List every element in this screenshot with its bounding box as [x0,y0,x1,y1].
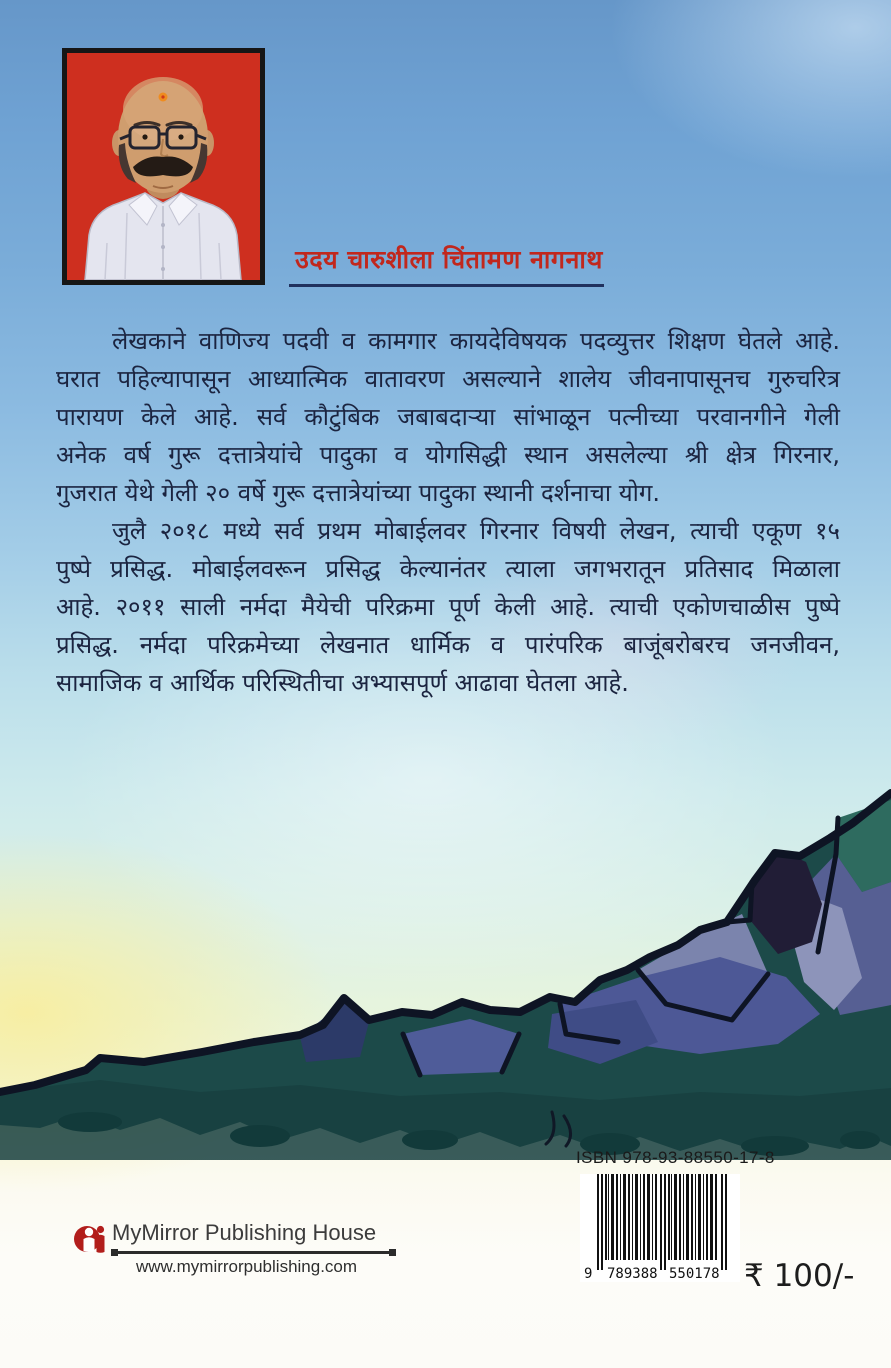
publisher-block [70,1214,410,1284]
barcode-digits-group2: 550178 [669,1266,720,1282]
bio-line: गुजरात येथे गेली २० वर्षे गुरू दत्तात्रेयांच्या पादुका स्थानी दर्शनाचा योग. [56,479,660,507]
bio-line: घरात पहिल्यापासून आध्यात्मिक वातावरण असल्याने शालेय जीवनापासूनच गुरुचरित्र [56,365,840,393]
bio-line: पुष्पे प्रसिद्ध. मोबाईलवरून प्रसिद्ध केल्यानंतर त्याला जगभरातून प्रतिसाद मिळाला [56,555,840,583]
bio-line: अनेक वर्ष गुरू दत्तात्रेयांचे पादुका व योगसिद्धी स्थान असलेल्या श्री क्षेत्र गिरनार, [56,441,840,469]
author-name-underline [289,284,604,287]
bio-line: प्रसिद्ध. नर्मदा परिक्रमेच्या लेखनात धार्मिक व पारंपरिक बाजूंबरोबरच जनजीवन, [56,631,840,659]
author-portrait-illustration [67,53,260,280]
author-bio [56,322,840,702]
barcode-graphic [580,1174,740,1282]
bio-line: लेखकाने वाणिज्य पदवी व कामगार कायदेविषयक पदव्युत्तर शिक्षण घेतले आहे. [112,327,840,355]
bio-line: आहे. २०११ साली नर्मदा मैयेची परिक्रमा पूर्ण केली आहे. त्याची एकोणचाळीस पुष्पे [56,593,840,621]
publisher-website: www.mymirrorpublishing.com [136,1257,358,1276]
author-name: उदय चारुशीला चिंतामण नागनाथ [295,245,603,274]
isbn-label: ISBN 978-93-88550-17-8 [576,1148,775,1167]
publisher-divider [113,1251,394,1254]
mountain-painting [0,740,891,1160]
mymirror-logo-icon [74,1220,108,1256]
barcode-digits-group1: 789388 [607,1266,658,1282]
publisher-name: MyMirror Publishing House [112,1220,377,1245]
bio-paragraph-2 [56,512,840,702]
barcode-digit-left: 9 [584,1266,593,1282]
bio-line: पारायण केले आहे. सर्व कौटुंबिक जबाबदाऱ्या सांभाळून पत्नीच्या परवानगीने गेली [56,403,840,431]
bio-line: जुलै २०१८ मध्ये सर्व प्रथम मोबाईलवर गिरनार विषयी लेखन, त्याची एकूण १५ [112,517,840,545]
bio-line: सामाजिक व आर्थिक परिस्थितीचा अभ्यासपूर्ण आढावा घेतला आहे. [56,669,629,697]
price-label: ₹ 100/- [744,1258,855,1294]
barcode [580,1174,740,1286]
author-photo [62,48,265,285]
bio-paragraph-1 [56,322,840,512]
